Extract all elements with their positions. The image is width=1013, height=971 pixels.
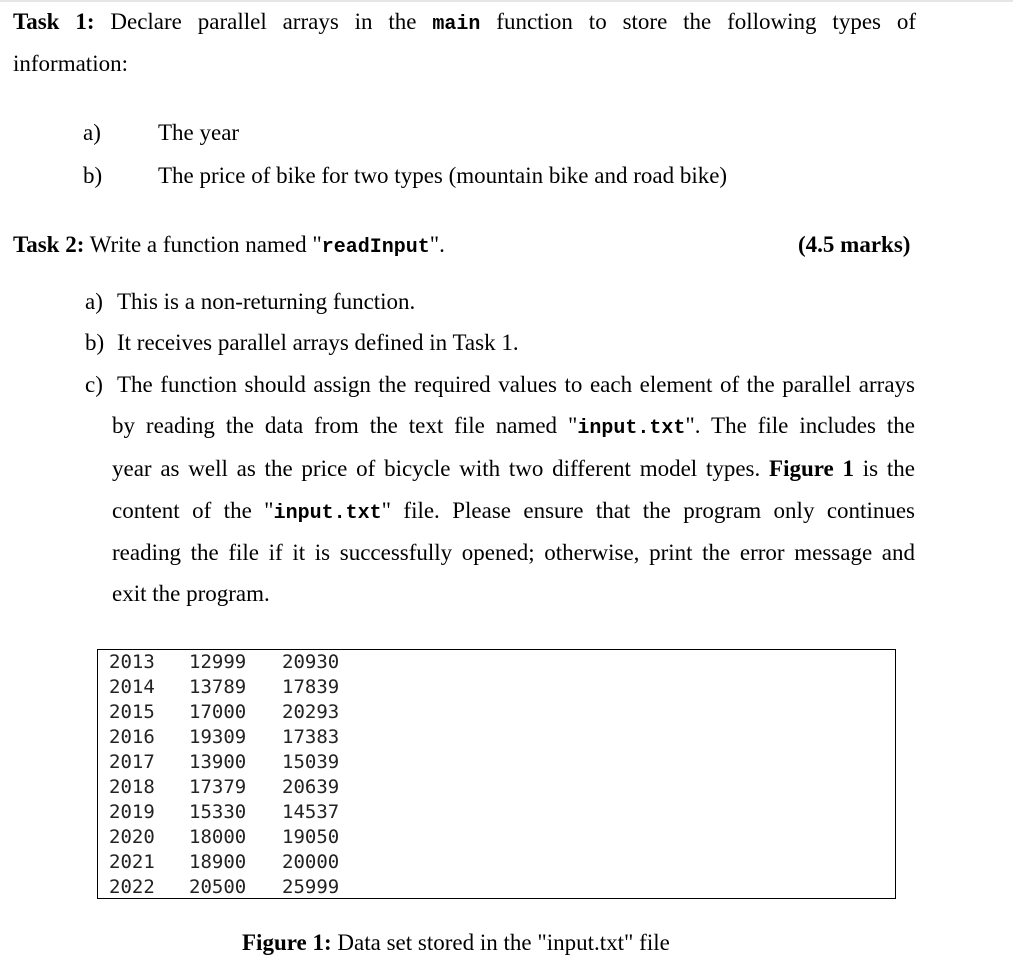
task2-label: Task 2:: [13, 232, 85, 257]
c-line3-figure-ref: Figure 1: [769, 456, 855, 481]
year-cell: 2018: [109, 776, 155, 798]
road-price-cell: 15039: [282, 751, 340, 773]
year-cell: 2022: [109, 876, 155, 898]
task1-code-main: main: [432, 13, 481, 36]
task1-line2: information:: [13, 51, 128, 76]
mountain-price-cell: 13789: [189, 676, 247, 698]
road-price-cell: 20639: [282, 776, 340, 798]
c-line3-text: year as well as the price of bicycle with two different model types.: [112, 456, 761, 481]
task1-item-b-marker: b): [83, 163, 103, 188]
task2-item-c-line6: exit the program.: [112, 581, 270, 606]
task2-item-a-marker: a): [85, 289, 103, 314]
year-cell: 2017: [109, 751, 155, 773]
mountain-price-cell: 19309: [189, 726, 247, 748]
year-cell: 2015: [109, 701, 155, 723]
task2-item-c-line3: [112, 455, 915, 483]
year-cell: 2021: [109, 851, 155, 873]
mountain-price-cell: 15330: [189, 801, 247, 823]
task2-code-readinput: readInput: [321, 236, 430, 259]
year-cell: 2019: [109, 801, 155, 823]
road-price-cell: 19050: [282, 826, 340, 848]
task2-item-a-text: This is a non-returning function.: [117, 289, 416, 314]
mountain-price-cell: 17000: [189, 701, 247, 723]
task1-item-a-text: The year: [158, 120, 240, 145]
c-line4-text: content of the ": [112, 498, 274, 523]
c-line2-text: by reading the data from the text file named ": [112, 413, 578, 438]
task1-item-b-text: The price of bike for two types (mountain bike and road bike): [158, 163, 728, 188]
task2-item-c-line2: [112, 412, 915, 443]
year-cell: 2013: [109, 651, 155, 673]
road-price-cell: 17383: [282, 726, 340, 748]
mountain-price-cell: 18900: [189, 851, 247, 873]
road-price-cell: 17839: [282, 676, 340, 698]
figure-caption-text: Data set stored in the "input.txt" file: [337, 930, 670, 955]
mountain-price-cell: 12999: [189, 651, 247, 673]
task2-text: Write a function named ": [89, 232, 322, 257]
task2-item-c-line5: reading the file if it is successfully opened; otherwise, print the error message and: [112, 540, 915, 565]
task2-heading: [13, 231, 445, 262]
c-line2-code: input.txt: [577, 417, 686, 440]
c-line4-text-end: " file. Please ensure that the program only continues: [381, 498, 915, 523]
task2-item-c-line4: [112, 497, 915, 528]
figure-caption: [242, 930, 670, 956]
task2-item-b-text: It receives parallel arrays defined in Task 1.: [117, 330, 519, 355]
top-divider: [0, 0, 1013, 2]
task1-text: Declare parallel arrays in the: [110, 9, 417, 34]
year-cell: 2020: [109, 826, 155, 848]
task2-text-end: ".: [429, 232, 445, 257]
task2-item-c-line1: The function should assign the required values to each element of the parallel arrays: [117, 372, 915, 397]
task1-label: Task 1:: [13, 9, 95, 34]
input-file-contents: [97, 649, 896, 899]
road-price-cell: 25999: [282, 876, 340, 898]
task2-marks: (4.5 marks): [798, 232, 911, 257]
task2-item-c-marker: c): [85, 372, 103, 397]
task1-item-a-marker: a): [83, 120, 101, 145]
task1-text-continued: function to store the following types of: [496, 9, 917, 34]
c-line2-text-end: ". The file includes the: [685, 413, 915, 438]
road-price-cell: 20000: [282, 851, 340, 873]
mountain-price-cell: 20500: [189, 876, 247, 898]
road-price-cell: 20293: [282, 701, 340, 723]
mountain-price-cell: 13900: [189, 751, 247, 773]
mountain-price-cell: 18000: [189, 826, 247, 848]
road-price-cell: 14537: [282, 801, 340, 823]
year-cell: 2014: [109, 676, 155, 698]
task2-item-b-marker: b): [85, 330, 105, 355]
year-cell: 2016: [109, 726, 155, 748]
mountain-price-cell: 17379: [189, 776, 247, 798]
c-line4-code: input.txt: [273, 502, 382, 525]
c-line3-text-end: is the: [862, 456, 915, 481]
road-price-cell: 20930: [282, 651, 340, 673]
task1-line1: [13, 8, 916, 39]
figure-caption-label: Figure 1:: [242, 930, 332, 955]
